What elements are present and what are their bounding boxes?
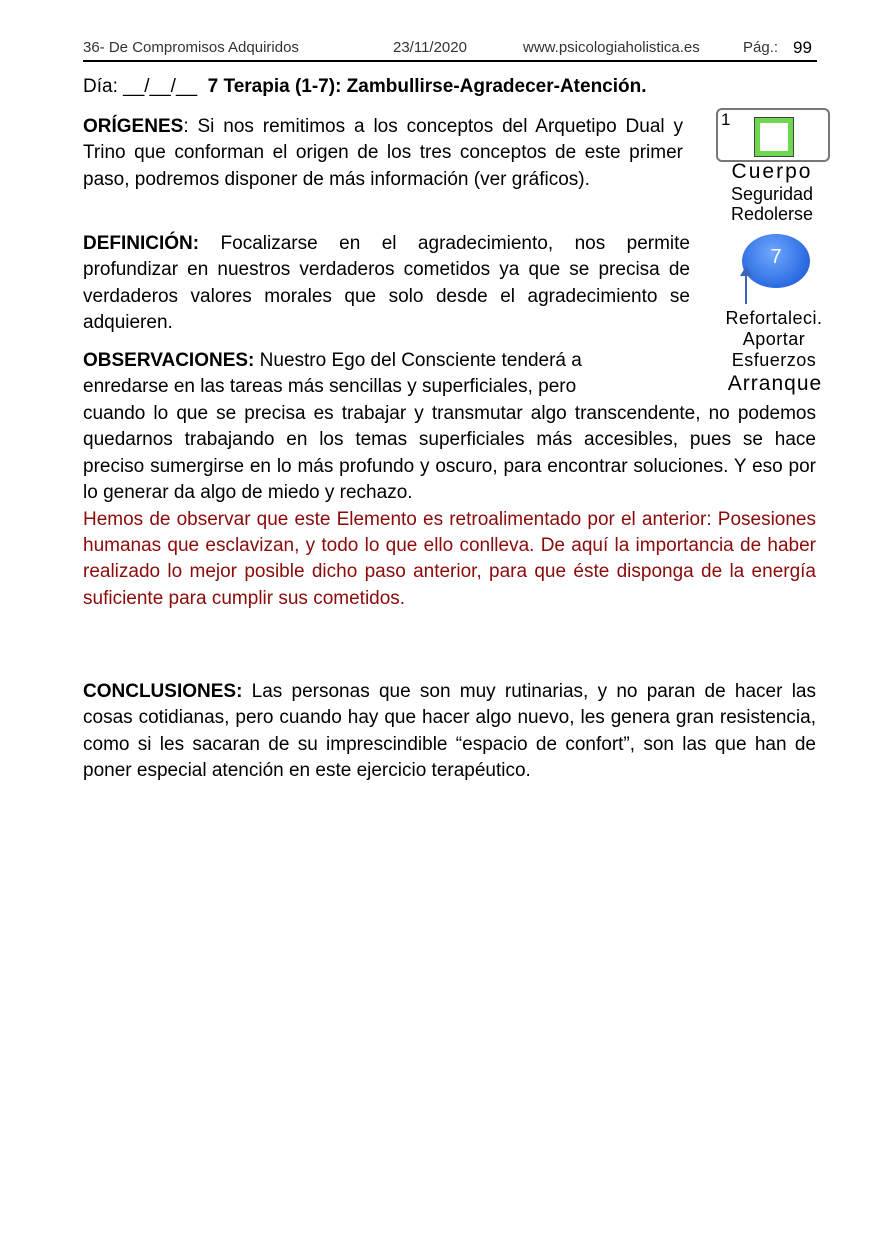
blue-circle-graphic — [742, 234, 810, 288]
origenes-label: ORÍGENES — [83, 116, 184, 137]
page-title — [83, 76, 817, 98]
header-page-label: Pág.: — [743, 39, 779, 56]
header-website: www.psicologiaholistica.es — [523, 39, 700, 56]
observaciones-highlight: Hemos de observar que este Elemento es retroalimentado por el anterior: Posesiones humanas que esclavizan, y todo lo que ello conlleva. De aquí la importancia de haber realizado lo mejor posible dicho paso anterior, para que éste disponga de la energía suficiente para cumplir sus cometidos. — [83, 508, 816, 609]
card-number: 1 — [721, 110, 731, 129]
page-header — [83, 38, 817, 62]
observaciones-body — [83, 401, 816, 612]
definicion-paragraph — [83, 231, 690, 337]
conclusiones-text: Las personas que son muy rutinarias, y no paran de hacer las cosas cotidianas, pero cuando hay que hacer algo nuevo, les genera gran resistencia, como si les sacaran de su imprescindible “espacio de confort”, son las que han de poner especial atención en este ejercicio terapéutico. — [83, 681, 816, 782]
graphic-title-cuerpo: Cuerpo — [731, 160, 813, 183]
graphic-label-redolerse: Redolerse — [730, 204, 814, 224]
conclusiones-paragraph — [83, 679, 816, 785]
origenes-paragraph — [83, 114, 683, 193]
observaciones-line1: Nuestro Ego del Consciente tenderá a — [254, 350, 582, 371]
origenes-text: : Si nos remitimos a los conceptos del Arquetipo Dual y Trino que conforman el origen de los tres conceptos de este primer paso, podremos disponer de más información (ver gráficos). — [83, 116, 683, 190]
graphic-label-refortaleci: Refortaleci. — [725, 308, 823, 328]
title-heading: 7 Terapia (1-7): Zambullirse-Agradecer-Atención. — [207, 76, 647, 97]
graphic-label-esfuerzos: Esfuerzos — [731, 350, 817, 370]
observaciones-text: cuando lo que se precisa es trabajar y transmutar algo transcendente, no podemos quedarnos trabajando en los temas superficiales más accesibles, pues se hace preciso sumergirse en lo más profundo y oscuro, para encontrar soluciones. Y eso por lo generar da algo de miedo y rechazo. — [83, 403, 816, 504]
circle-number: 7 — [770, 246, 782, 268]
day-field: Día: __/__/__ — [83, 76, 198, 97]
green-square-icon — [755, 118, 793, 156]
definicion-text: Focalizarse en el agradecimiento, nos permite profundizar en nuestros verdaderos cometidos ya que se precisa de verdaderos valores morales que solo desde el agradecimiento se adquieren. — [83, 233, 690, 334]
graphic-label-aportar: Aportar — [742, 329, 806, 349]
header-page-number: 99 — [793, 38, 812, 57]
arrow-shaft — [745, 270, 747, 304]
observaciones-line2: enredarse en las tareas más sencillas y superficiales, pero — [83, 376, 577, 398]
definicion-label: DEFINICIÓN: — [83, 233, 200, 254]
conclusiones-label: CONCLUSIONES: — [83, 681, 243, 702]
observaciones-intro — [83, 348, 693, 401]
graphic-label-arranque: Arranque — [727, 372, 823, 395]
cuerpo-card-graphic — [716, 108, 830, 162]
observaciones-label: OBSERVACIONES: — [83, 350, 255, 371]
graphic-label-seguridad: Seguridad — [730, 184, 814, 204]
header-date: 23/11/2020 — [393, 39, 467, 56]
header-document-title: 36- De Compromisos Adquiridos — [83, 39, 299, 56]
